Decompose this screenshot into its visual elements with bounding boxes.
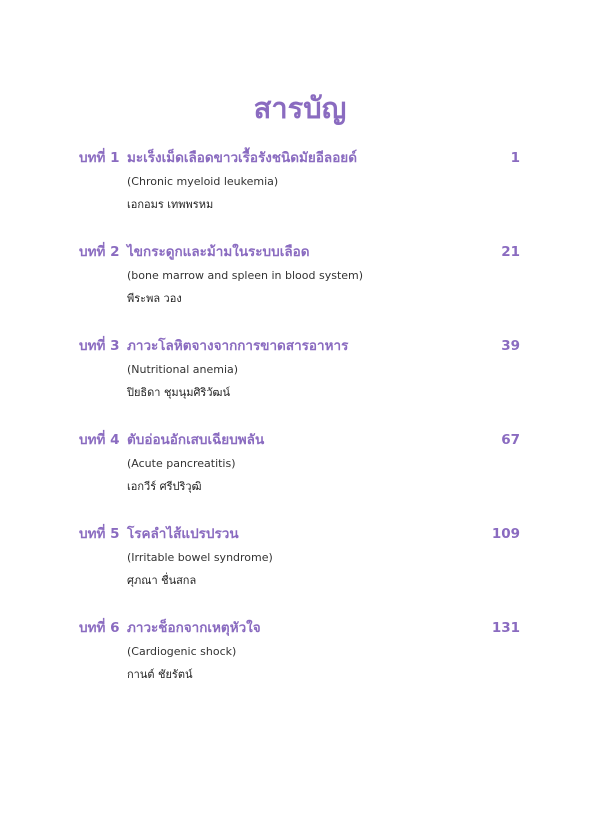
chapter-title[interactable]: ไขกระดูกและม้ามในระบบเลือด bbox=[127, 244, 310, 260]
chapter-author: ปิยธิดา ชุมนุมศิริวัฒน์ bbox=[127, 386, 230, 399]
page-number: 109 bbox=[491, 526, 520, 542]
chapter-subtitle: (Nutritional anemia) bbox=[127, 363, 239, 376]
chapter-number: บทที่ 5 bbox=[79, 526, 120, 542]
chapter-title[interactable]: ภาวะช็อกจากเหตุหัวใจ bbox=[127, 620, 261, 636]
page-number: 67 bbox=[501, 432, 520, 448]
toc-entry[interactable] bbox=[0, 336, 600, 430]
chapter-number: บทที่ 4 bbox=[79, 432, 120, 448]
chapter-title[interactable]: มะเร็งเม็ดเลือดขาวเรื้อรังชนิดมัยอีลอยด์ bbox=[127, 150, 357, 166]
page-number: 1 bbox=[510, 150, 520, 166]
chapter-subtitle: (bone marrow and spleen in blood system) bbox=[127, 269, 364, 282]
chapter-number: บทที่ 2 bbox=[79, 244, 120, 260]
page-number: 131 bbox=[491, 620, 520, 636]
toc-entry[interactable] bbox=[0, 524, 600, 618]
chapter-subtitle: (Cardiogenic shock) bbox=[127, 645, 237, 658]
page-title: สารบัญ bbox=[253, 91, 347, 125]
chapter-author: พีระพล วอง bbox=[127, 292, 182, 305]
chapter-number: บทที่ 3 bbox=[79, 338, 120, 354]
chapter-title[interactable]: ตับอ่อนอักเสบเฉียบพลัน bbox=[127, 432, 265, 448]
table-of-contents bbox=[0, 148, 600, 712]
page-number: 39 bbox=[501, 338, 520, 354]
chapter-title[interactable]: ภาวะโลหิตจางจากการขาดสารอาหาร bbox=[127, 338, 349, 354]
chapter-author: กานต์ ชัยรัตน์ bbox=[127, 668, 193, 681]
chapter-number: บทที่ 6 bbox=[79, 620, 120, 636]
toc-entry[interactable] bbox=[0, 618, 600, 712]
page-number: 21 bbox=[501, 244, 520, 260]
chapter-number: บทที่ 1 bbox=[79, 150, 120, 166]
chapter-author: เอกอมร เทพพรหม bbox=[127, 198, 214, 211]
chapter-subtitle: (Chronic myeloid leukemia) bbox=[127, 175, 279, 188]
chapter-author: ศุภณา ชื่นสกล bbox=[127, 574, 197, 587]
chapter-subtitle: (Irritable bowel syndrome) bbox=[127, 551, 273, 564]
chapter-title[interactable]: โรคลำไส้แปรปรวน bbox=[127, 526, 239, 542]
chapter-subtitle: (Acute pancreatitis) bbox=[127, 457, 236, 470]
toc-entry[interactable] bbox=[0, 430, 600, 524]
toc-entry[interactable] bbox=[0, 242, 600, 336]
toc-entry[interactable] bbox=[0, 148, 600, 242]
chapter-author: เอกวีร์ ศรีปริวุฒิ bbox=[127, 480, 202, 493]
